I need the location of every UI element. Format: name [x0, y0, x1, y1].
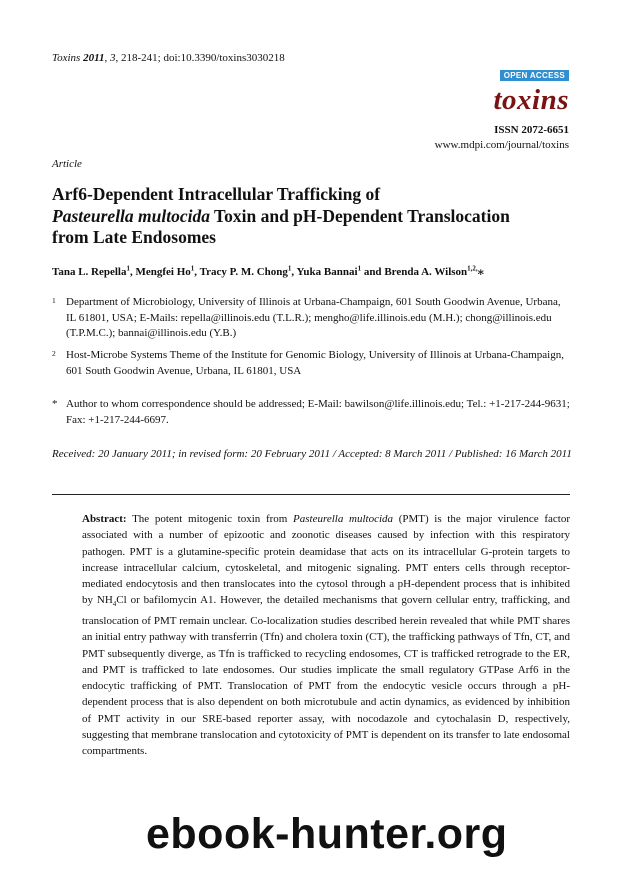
citation-line: Toxins 2011, 3, 218-241; doi:10.3390/toxins3030218	[52, 52, 285, 64]
author-list: Tana L. Repella$^1$, Mengfei Ho$^1$, Tracy P. M. Chong$^1$, Yuka Bannai$^1$ and Brenda A. Wilson$^{1,2,}$⁎	[52, 264, 484, 278]
title-line-2: Pasteurella multocida Toxin and pH-Dependent Translocation	[52, 205, 510, 226]
correspondence-note: * Author to whom correspondence should be addressed; E-Mail: bawilson@life.illinois.edu; Tel.: +1-217-244-9631; Fax: +1-217-244-6697.	[52, 398, 570, 426]
watermark: ebook-hunter.org	[146, 810, 508, 858]
citation-journal: Toxins	[52, 52, 81, 64]
abstract-label: Abstract:	[82, 513, 127, 525]
title-line-1: Arf6-Dependent Intracellular Trafficking of	[52, 184, 381, 204]
open-access-badge: OPEN ACCESS	[500, 70, 569, 81]
article-type: Article	[52, 158, 82, 170]
divider	[52, 494, 570, 495]
author: Tracy P. M. Chong	[199, 266, 288, 278]
affiliation: 1 Department of Microbiology, University of Illinois at Urbana-Champaign, 601 South Goodwin Avenue, Urbana, IL 61801, USA; E-Mails: repella@illinois.edu (T.L.R.); mengho@life.illinois.edu (M.H.); chong@illinois.edu (T.P.M.C.); bannai@illinois.edu (Y.B.)	[52, 296, 561, 339]
publication-dates: Received: 20 January 2011; in revised form: 20 February 2011 / Accepted: 8 March 2011 / Published: 16 March 2011	[52, 448, 572, 460]
affiliation: 2 Host-Microbe Systems Theme of the Institute for Genomic Biology, University of Illinois at Urbana-Champaign, 601 South Goodwin Avenue, Urbana, IL 61801, USA	[52, 349, 564, 377]
citation-year: 2011	[83, 52, 105, 64]
author: Yuka Bannai	[296, 266, 358, 278]
citation-volume: 3	[109, 52, 116, 64]
article-title	[52, 184, 572, 249]
author: Brenda A. Wilson	[384, 266, 468, 278]
journal-logo: toxins	[493, 84, 569, 116]
title-line-3: from Late Endosomes	[52, 227, 216, 247]
author: Tana L. Repella	[52, 266, 127, 278]
issn: ISSN 2072-6651	[494, 124, 569, 136]
journal-url: www.mdpi.com/journal/toxins	[434, 139, 569, 151]
title-organism: Pasteurella multocida	[52, 205, 210, 226]
citation-doi: , 218-241; doi:10.3390/toxins3030218	[115, 52, 285, 64]
author: Mengfei Ho	[135, 266, 191, 278]
abstract: Abstract: The potent mitogenic toxin from Pasteurella multocida (PMT) is the major virulence factor associated with a number of epizootic and zoonotic diseases caused by infection with this respiratory pathogen. PMT is a glutamine-specific protein deamidase that acts on its intracellular G-protein targets to increase intracellular calcium, cytoskeletal, and mitogenic signaling. PMT enters cells through receptor-mediated endocytosis and then translocates into the cytosol through a pH-dependent process that is inhibited by $NH_4Cl$ or bafilomycin A1. However, the detailed mechanisms that govern cellular entry, trafficking, and translocation of PMT remain unclear. Co-localization studies described herein revealed that while PMT shares an initial entry pathway with transferrin (Tfn) and cholera toxin (CT), the trafficking pathways of Tfn, CT, and PMT subsequently diverge, as Tfn is trafficked to recycling endosomes, CT is trafficked retrograde to the ER, and PMT is trafficked to late endosomes. Our studies implicate the small regulatory GTPase Arf6 in the endocytic trafficking of PMT. Translocation of PMT from the endocytic vesicle occurs through a pH-dependent process that is also dependent on both microtubule and actin dynamics, as evidenced by inhibition of PMT activity in our SRE-based reporter assay, with nocodazole and cytochalasin D, respectively, suggesting that membrane translocation and cytotoxicity of PMT is dependent on its transfer to late endosomal compartments.	[82, 513, 570, 758]
